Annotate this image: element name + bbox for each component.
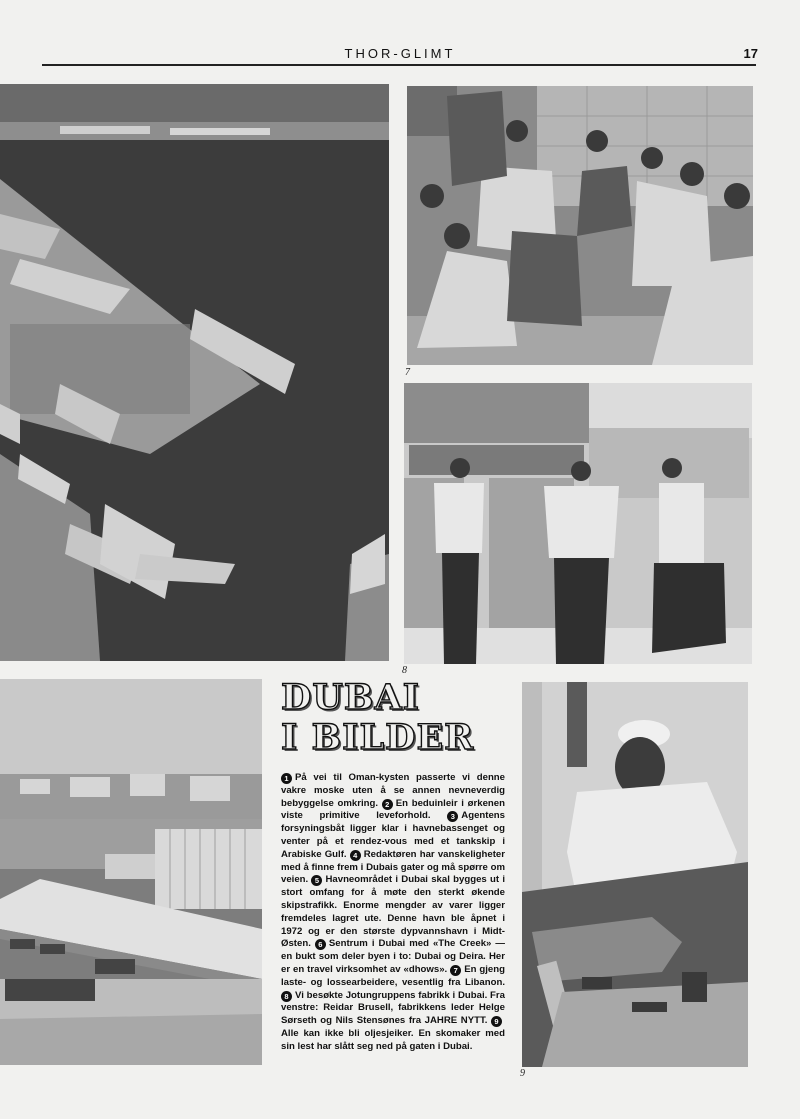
- headline-line-2: I BILDER: [281, 717, 475, 758]
- article-headline: [281, 678, 521, 758]
- number-badge: 5: [311, 875, 322, 886]
- number-badge: 6: [315, 939, 326, 950]
- caption-text: Alle kan ikke bli oljesjeiker. En skomaker med sin lest har slått seg ned på gaten i Dubai.: [281, 1027, 505, 1052]
- running-header-title: THOR-GLIMT: [344, 46, 456, 61]
- number-badge: 2: [382, 799, 393, 810]
- number-badge: 3: [447, 811, 458, 822]
- page-number: 17: [743, 46, 758, 61]
- headline-line-1: DUBAI: [281, 677, 420, 718]
- photo-dubai-creek-city: [0, 679, 262, 1065]
- caption-text: Redaktøren har vanskeligheter med å finne frem i Dubais gater og må spørre om veien.: [281, 848, 506, 886]
- caption-text-block: [281, 772, 505, 1054]
- caption-text: Agentens forsyningsbåt ligger klar i havnebassenget og venter på et rendez-vous med et tankskip i Arabiske Gulf.: [281, 810, 505, 860]
- photo-number-7: 7: [405, 367, 410, 378]
- number-badge: 8: [281, 991, 292, 1002]
- photo-shoemaker: [522, 682, 748, 1067]
- caption-text: Vi besøkte Jotungruppens fabrikk i Dubai. Fra venstre: Reidar Brusell, fabrikkens leder Helge Sørseth og Nils Stensønes fra JAHRE NYTT.: [281, 989, 505, 1027]
- number-badge: 4: [350, 850, 361, 861]
- photo-number-9: 9: [520, 1068, 525, 1079]
- photo-jotun-factory: [404, 383, 752, 664]
- caption-text: Sentrum i Dubai med «The Creek» — en bukt som deler byen i to: Dubai og Deira. Her er en travel virksomhet av «dhows».: [281, 938, 505, 975]
- number-badge: 1: [281, 773, 292, 784]
- number-badge: 7: [450, 965, 461, 976]
- caption-paragraph-8: [281, 990, 505, 1027]
- photo-harbour-aerial: [0, 84, 389, 661]
- caption-text: En gjeng laste- og lossearbeidere, vesentlig fra Libanon.: [281, 963, 505, 988]
- caption-text: På vei til Oman-kysten passerte vi denne vakre moske uten å se annen nevneverdig bebyggelse omkring.: [281, 772, 505, 809]
- caption-text: Havneområdet i Dubai skal bygges ut i stort omfang for å møte den sterkt økende skipstrafikk. Enorme mengder av varer ligger fremdeles lagret ute. Denne havn ble åpnet i 1972 og er den største dypvannshavn i Midt-Østen.: [281, 874, 505, 950]
- number-badge: 9: [491, 1016, 502, 1027]
- photo-number-8: 8: [402, 665, 407, 676]
- header-rule: [42, 64, 756, 66]
- photo-dock-workers: [407, 86, 753, 365]
- caption-text: En beduinleir i ørkenen viste primitive leveforhold.: [281, 797, 505, 822]
